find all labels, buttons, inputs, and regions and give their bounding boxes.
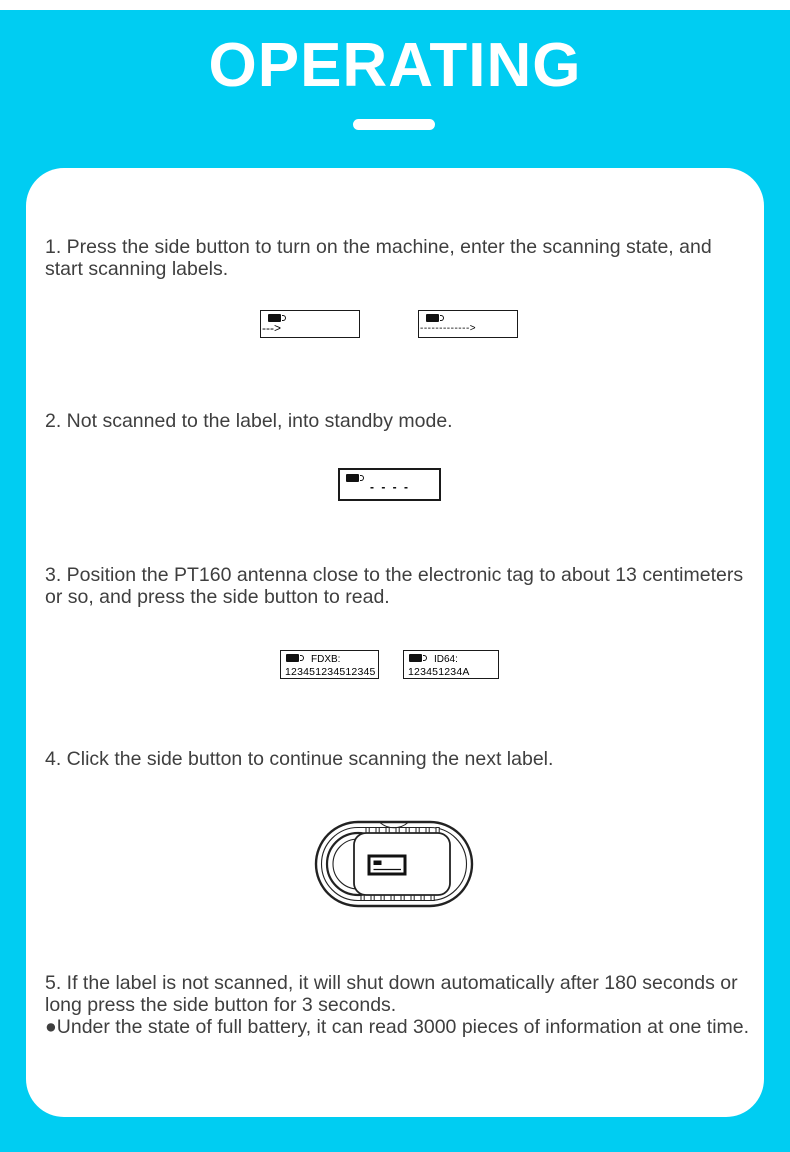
step-5-text: 5. If the label is not scanned, it will shut down automatically after 180 seconds or long press the side button for 3 seconds. (45, 972, 738, 1016)
step-2-text: 2. Not scanned to the label, into standby mode. (45, 410, 453, 432)
lcd-screen-scanning-short (260, 310, 360, 338)
battery-icon (426, 314, 439, 322)
lcd-id64-value: 123451234A (408, 666, 470, 678)
instructions-card (26, 168, 764, 1117)
lcd-screen-standby (338, 468, 441, 501)
lcd-scan-arrow-text: ---> (262, 321, 281, 335)
lcd-dotted-arrow-text: -------------> (420, 323, 477, 334)
lcd-screen-fdxb-result (280, 650, 379, 679)
battery-icon (286, 654, 299, 662)
lcd-screen-id64-result (403, 650, 499, 679)
step-4-text: 4. Click the side button to continue scanning the next label. (45, 748, 554, 770)
lcd-screen-scanning-dotted (418, 310, 518, 338)
title-underline-dash (353, 119, 435, 130)
step-1-text: 1. Press the side button to turn on the machine, enter the scanning state, and start scanning labels. (45, 236, 712, 280)
scanner-device-illustration (314, 820, 474, 908)
lcd-id64-label: ID64: (434, 654, 458, 665)
battery-capacity-note: ●Under the state of full battery, it can read 3000 pieces of information at one time. (45, 1016, 750, 1038)
battery-icon (409, 654, 422, 662)
battery-icon (374, 861, 382, 866)
lcd-standby-dashes-text: - - - - (370, 480, 410, 494)
battery-icon (346, 474, 359, 482)
page-title: OPERATING (208, 31, 582, 100)
lcd-fdxb-value: 123451234512345 (285, 666, 376, 678)
top-white-strip (0, 0, 790, 10)
device-lcd-display (369, 856, 405, 874)
step-3-text: 3. Position the PT160 antenna close to the electronic tag to about 13 centimeters or so, and press the side button to read. (45, 564, 744, 608)
lcd-fdxb-label: FDXB: (311, 654, 341, 665)
